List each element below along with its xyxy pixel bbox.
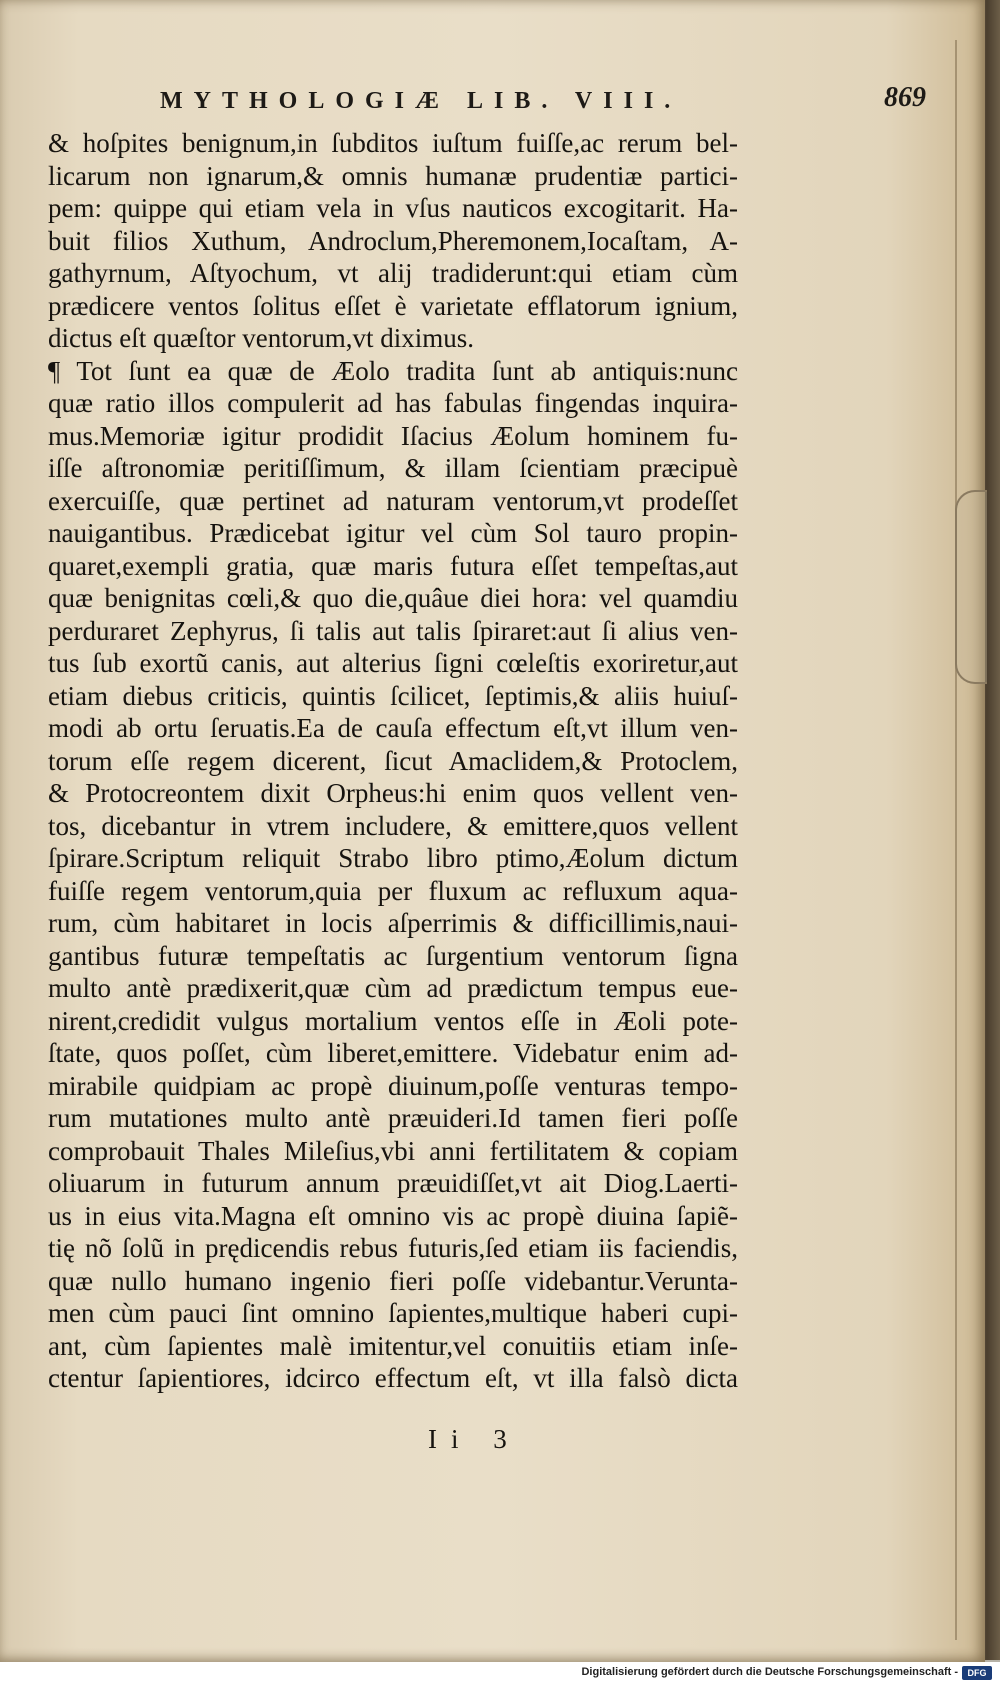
text-line: gantibus futuræ tempeſtatis ac ſurgentium ventorum ſigna (48, 940, 738, 971)
text-line: ant, cùm ſapientes malè imitentur,vel conuitiis etiam inſe- (48, 1330, 738, 1361)
text-line: tos, dicebantur in vtrem includere, & emittere,quos vellent (48, 810, 738, 841)
text-line: pem: quippe qui etiam vela in vſus nauticos excogitarit. Ha- (48, 193, 738, 223)
text-line: ctentur ſapientiores, idcirco effectum eſt, vt illa falsò dicta (48, 1363, 738, 1393)
bookmark-tab (955, 490, 987, 684)
text-line: ſpirare.Scriptum reliquit Strabo libro ptimo,Æolum dictum (48, 843, 738, 873)
text-line: tię nõ ſolũ in prędicendis rebus futuris,ſed etiam iis faciendis, (48, 1233, 738, 1263)
text-line: exercuiſſe, quæ pertinet ad naturam ventorum,vt prodeſſet (48, 485, 738, 516)
text-line: gathyrnum, Aſtyochum, vt alij tradiderunt:qui etiam cùm (48, 258, 738, 288)
text-line: ſtate, quos poſſet, cùm liberet,emittere. Videbatur enim ad- (48, 1038, 738, 1068)
running-head: MYTHOLOGIÆ LIB. VIII. (160, 88, 682, 114)
text-line: & Protocreontem dixit Orpheus:hi enim quos vellent ven- (48, 778, 738, 808)
text-line: oliuarum in futurum annum præuidiſſet,vt ait Diog.Laerti- (48, 1168, 738, 1198)
text-line: etiam diebus criticis, quintis ſcilicet, ſeptimis,& aliis huiuſ- (48, 680, 738, 711)
text-line: multo antè prædixerit,quæ cùm ad prædictum tempus eue- (48, 973, 738, 1003)
funding-credit: Digitalisierung gefördert durch die Deutsche Forschungsgemeinschaft - (581, 1666, 958, 1678)
text-line: prædicere ventos ſolitus eſſet è varietate efflatorum ignium, (48, 290, 738, 321)
text-line: us in eius vita.Magna eſt omnino vis ac propè diuina ſapiẽ- (48, 1200, 738, 1231)
text-line: nirent,credidit vulgus mortalium ventos eſſe in Æoli pote- (48, 1005, 738, 1036)
text-line: torum eſſe regem dicerent, ſicut Amaclidem,& Protoclem, (48, 745, 738, 776)
text-line: quaret,exempli gratia, quæ maris futura eſſet tempeſtas,aut (48, 550, 738, 581)
text-line: perduraret Zephyrus, ſi talis aut talis ſpiraret:aut ſi alius ven- (48, 615, 738, 646)
text-line: dictus eſt quæſtor ventorum,vt diximus. (48, 323, 474, 353)
text-line: ¶ Tot ſunt ea quæ de Æolo tradita ſunt ab antiquis:nunc (48, 355, 738, 386)
page-fold (955, 40, 982, 1640)
text-line: licarum non ignarum,& omnis humanæ prudentiæ partici- (48, 160, 738, 191)
text-line: modi ab ortu ſeruatis.Ea de cauſa effectum eſt,vt illum ven- (48, 713, 738, 743)
text-line: nauigantibus. Prædicebat igitur vel cùm Sol tauro propin- (48, 518, 738, 548)
text-line: mirabile quidpiam ac propè diuinum,poſſe venturas tempo- (48, 1070, 738, 1101)
text-line: quæ nullo humano ingenio fieri poſſe videbantur.Verunta- (48, 1265, 738, 1296)
footer-bar (0, 1662, 1000, 1689)
text-line: mus.Memoriæ igitur prodidit Iſacius Æolum hominem fu- (48, 420, 738, 451)
text-line: rum, cùm habitaret in locis aſperrimis & difficillimis,naui- (48, 908, 738, 938)
text-line: rum mutationes multo antè præuideri.Id tamen fieri poſſe (48, 1103, 738, 1133)
signature-mark: Ii 3 (428, 1424, 521, 1454)
text-line: quæ benignitas cœli,& quo die,quâue diei hora: vel quamdiu (48, 583, 738, 613)
text-line: iſſe aſtronomiæ peritiſſimum, & illam ſcientiam præcipuè (48, 453, 738, 483)
dfg-logo-icon: DFG (962, 1666, 992, 1680)
text-line: & hoſpites benignum,in ſubditos iuſtum fuiſſe,ac rerum bel- (48, 128, 738, 158)
page-number: 869 (884, 82, 926, 113)
body-text (48, 127, 738, 1395)
text-line: comprobauit Thales Mileſius,vbi anni fertilitatem & copiam (48, 1135, 738, 1166)
text-line: quæ ratio illos compulerit ad has fabulas fingendas inquira- (48, 388, 738, 418)
text-line: men cùm pauci ſint omnino ſapientes,multique haberi cupi- (48, 1298, 738, 1328)
text-line: buit filios Xuthum, Androclum,Pheremonem,Iocaſtam, A- (48, 225, 738, 256)
text-line: tus ſub exortũ canis, aut alterius ſigni cœleſtis exoriretur,aut (48, 648, 738, 678)
text-line: fuiſſe regem ventorum,quia per fluxum ac refluxum aqua- (48, 875, 738, 906)
